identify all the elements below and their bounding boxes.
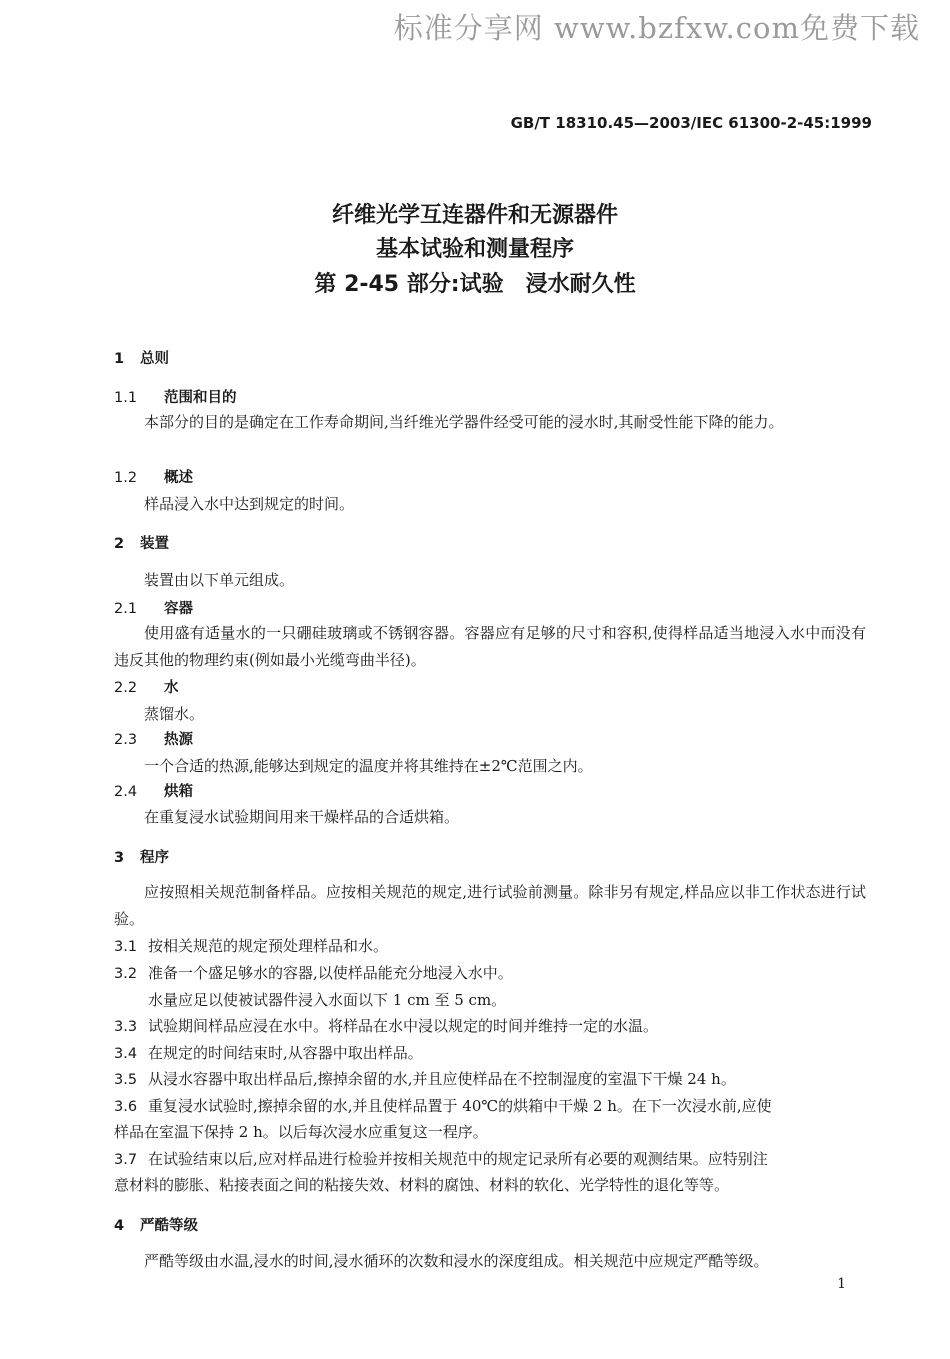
section-3-heading	[114, 846, 169, 867]
item-number: 3.7	[114, 1152, 138, 1168]
item-text: 水量应足以使被试器件浸入水面以下 1 cm 至 5 cm。	[148, 991, 507, 1009]
section-title: 烘箱	[164, 784, 193, 800]
procedure-item-continuation: 意材料的膨胀、粘接表面之间的粘接失效、材料的腐蚀、材料的软化、光学特性的退化等等。	[114, 1176, 730, 1194]
section-title: 容器	[164, 601, 193, 617]
section-2-2-text: 蒸馏水。	[144, 705, 205, 723]
item-text: 在试验结束以后,应对样品进行检验并按相关规范中的规定记录所有必要的观测结果。应特别注	[148, 1150, 768, 1168]
section-number: 2.2	[114, 680, 138, 696]
procedure-item	[114, 1015, 658, 1036]
section-4-heading	[114, 1214, 198, 1235]
section-number: 3	[114, 850, 125, 866]
title-line-1: 纤维光学互连器件和无源器件	[331, 203, 618, 228]
section-1-heading	[114, 347, 169, 368]
section-title: 水	[164, 680, 179, 696]
title-line-3: 第 2-45 部分:试验 浸水耐久性	[314, 272, 636, 297]
section-number: 2	[114, 536, 125, 552]
item-number: 3.5	[114, 1072, 138, 1088]
procedure-item-continuation: 样品在室温下保持 2 h。以后每次浸水应重复这一程序。	[114, 1123, 488, 1141]
standard-number: GB/T 18310.45—2003/IEC 61300-2-45:1999	[510, 114, 872, 132]
item-text: 在规定的时间结束时,从容器中取出样品。	[148, 1044, 423, 1062]
section-title: 概述	[164, 470, 193, 486]
section-number: 4	[114, 1218, 125, 1234]
section-1-1-heading	[114, 386, 237, 407]
title-line-2: 基本试验和测量程序	[375, 237, 574, 262]
section-title: 热源	[164, 732, 193, 748]
section-number: 1.1	[114, 390, 138, 406]
section-title: 装置	[140, 536, 169, 552]
watermark: 标准分享网 www.bzfxw.com免费下载	[393, 11, 920, 45]
item-text: 重复浸水试验时,擦掉余留的水,并且使样品置于 40℃的烘箱中干燥 2 h。在下一次浸水前,应使	[148, 1097, 772, 1115]
procedure-item	[114, 962, 513, 983]
section-1-2-text: 样品浸入水中达到规定的时间。	[144, 495, 355, 513]
section-number: 2.4	[114, 784, 138, 800]
item-text: 准备一个盛足够水的容器,以使样品能充分地浸入水中。	[148, 964, 513, 982]
section-2-intro: 装置由以下单元组成。	[144, 571, 295, 589]
item-text: 从浸水容器中取出样品后,擦掉余留的水,并且应使样品在不控制湿度的室温下干燥 24 h。	[148, 1070, 736, 1088]
procedure-item	[114, 1148, 768, 1169]
section-2-4-heading	[114, 780, 193, 801]
section-title: 范围和目的	[164, 390, 237, 406]
section-1-1-text: 本部分的目的是确定在工作寿命期间,当纤维光学器件经受可能的浸水时,其耐受性能下降的能力。	[144, 413, 784, 431]
section-title: 程序	[140, 850, 169, 866]
section-2-4-text: 在重复浸水试验期间用来干燥样品的合适烘箱。	[144, 808, 460, 826]
section-title: 严酷等级	[140, 1218, 198, 1234]
item-text: 按相关规范的规定预处理样品和水。	[148, 937, 389, 955]
procedure-item	[114, 989, 506, 1010]
section-number: 1	[114, 351, 125, 367]
section-2-3-heading	[114, 728, 193, 749]
section-title: 总则	[140, 351, 169, 367]
item-number: 3.1	[114, 939, 138, 955]
item-number: 3.3	[114, 1019, 138, 1035]
procedure-item	[114, 1042, 423, 1063]
section-number: 2.1	[114, 601, 138, 617]
section-number: 1.2	[114, 470, 138, 486]
item-number: 3.6	[114, 1099, 138, 1115]
item-text: 试验期间样品应浸在水中。将样品在水中浸以规定的时间并维持一定的水温。	[148, 1017, 659, 1035]
section-1-2-heading	[114, 466, 193, 487]
page-number: 1	[837, 1276, 846, 1292]
section-2-2-heading	[114, 676, 179, 697]
procedure-item	[114, 935, 388, 956]
section-2-1-heading	[114, 597, 193, 618]
section-2-1-text: 使用盛有适量水的一只硼硅玻璃或不锈钢容器。容器应有足够的尺寸和容积,使得样品适当地浸入水中而没有违反其他的物理约束(例如最小光缆弯曲半径)。	[114, 624, 866, 669]
item-number: 3.4	[114, 1046, 138, 1062]
section-3-intro: 应按照相关规范制备样品。应按相关规范的规定,进行试验前测量。除非另有规定,样品应以非工作状态进行试验。	[114, 883, 866, 928]
section-number: 2.3	[114, 732, 138, 748]
procedure-item	[114, 1095, 772, 1116]
section-2-heading	[114, 532, 169, 553]
item-number: 3.2	[114, 966, 138, 982]
section-4-text: 严酷等级由水温,浸水的时间,浸水循环的次数和浸水的深度组成。相关规范中应规定严酷等级。	[144, 1252, 769, 1270]
section-2-3-text: 一个合适的热源,能够达到规定的温度并将其维持在±2℃范围之内。	[144, 757, 593, 775]
procedure-item	[114, 1068, 736, 1089]
